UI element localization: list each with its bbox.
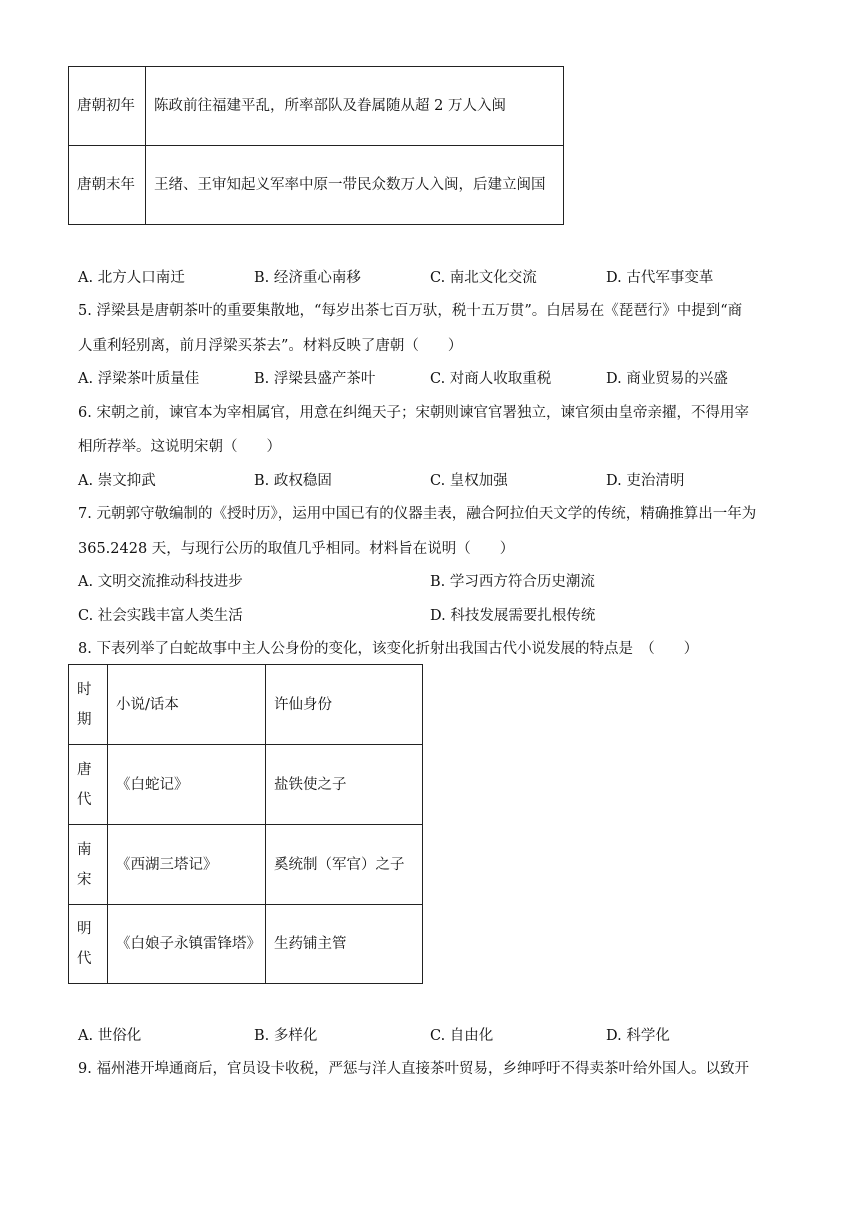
option-d: D. 古代军事变革 <box>606 270 714 286</box>
period-cell: 明代 <box>69 905 108 984</box>
table-row <box>69 745 423 825</box>
novel-cell: 《白蛇记》 <box>108 745 266 825</box>
option-a: A. 文明交流推动科技进步 <box>78 574 243 590</box>
period-cell: 唐朝初年 <box>69 67 146 146</box>
option-b: B. 浮梁县盛产茶叶 <box>254 371 376 387</box>
header-novel: 小说/话本 <box>108 665 266 745</box>
option-c: C. 社会实践丰富人类生活 <box>78 608 243 624</box>
option-a: A. 北方人口南迁 <box>78 270 185 286</box>
option-a: A. 浮梁茶叶质量佳 <box>78 371 200 387</box>
period-cell: 南宋 <box>69 825 108 905</box>
option-a: A. 世俗化 <box>78 1028 142 1044</box>
period-cell: 唐朝末年 <box>69 146 146 225</box>
novel-cell: 《西湖三塔记》 <box>108 825 266 905</box>
identity-cell: 奚统制（军官）之子 <box>266 825 423 905</box>
option-a: A. 崇文抑武 <box>78 473 156 489</box>
migration-table <box>68 66 564 225</box>
question-8-stem: 8. 下表列举了白蛇故事中主人公身份的变化，该变化折射出我国古代小说发展的特点是 （ ） <box>78 641 699 657</box>
white-snake-table <box>68 664 423 984</box>
question-6-line-1: 6. 宋朝之前，谏官本为宰相属官，用意在纠绳天子；宋朝则谏官官署独立，谏官须由皇帝亲擢，不得用宰 <box>78 405 749 421</box>
option-c: C. 南北文化交流 <box>430 270 537 286</box>
novel-cell: 《白娘子永镇雷锋塔》 <box>108 905 266 984</box>
period-cell: 唐代 <box>69 745 108 825</box>
table-row <box>69 905 423 984</box>
option-b: B. 经济重心南移 <box>254 270 361 286</box>
option-c: C. 自由化 <box>430 1028 494 1044</box>
identity-cell: 生药铺主管 <box>266 905 423 984</box>
option-d: D. 商业贸易的兴盛 <box>606 371 728 387</box>
question-5-line-1: 5. 浮梁县是唐朝茶叶的重要集散地，“每岁出茶七百万驮，税十五万贯”。白居易在《琵琶行》中提到“商 <box>78 303 743 319</box>
event-cell: 王绪、王审知起义军率中原一带民众数万人入闽，后建立闽国 <box>146 146 564 225</box>
question-6-line-2: 相所荐举。这说明宋朝（ ） <box>78 439 281 455</box>
table-row <box>69 825 423 905</box>
option-b: B. 政权稳固 <box>254 473 332 489</box>
question-7-line-1: 7. 元朝郭守敬编制的《授时历》，运用中国已有的仪器圭表，融合阿拉伯天文学的传统，精确推算出一年为 <box>78 506 757 522</box>
question-7-line-2: 365.2428 天，与现行公历的取值几乎相同。材料旨在说明（ ） <box>78 541 515 557</box>
table-row <box>69 67 564 146</box>
option-c: C. 对商人收取重税 <box>430 371 552 387</box>
table-row <box>69 146 564 225</box>
option-d: D. 科技发展需要扎根传统 <box>430 608 596 624</box>
option-d: D. 吏治清明 <box>606 473 685 489</box>
question-9-stem: 9. 福州港开埠通商后，官员设卡收税，严惩与洋人直接茶叶贸易，乡绅呼吁不得卖茶叶给外国人。以致开 <box>78 1061 749 1077</box>
option-b: B. 学习西方符合历史潮流 <box>430 574 595 590</box>
header-period: 时期 <box>69 665 108 745</box>
event-cell: 陈政前往福建平乱，所率部队及眷属随从超 2 万人入闽 <box>146 67 564 146</box>
table-header-row <box>69 665 423 745</box>
question-5-line-2: 人重利轻别离，前月浮梁买茶去”。材料反映了唐朝（ ） <box>78 338 463 354</box>
option-b: B. 多样化 <box>254 1028 318 1044</box>
option-c: C. 皇权加强 <box>430 473 508 489</box>
identity-cell: 盐铁使之子 <box>266 745 423 825</box>
option-d: D. 科学化 <box>606 1028 670 1044</box>
header-identity: 许仙身份 <box>266 665 423 745</box>
